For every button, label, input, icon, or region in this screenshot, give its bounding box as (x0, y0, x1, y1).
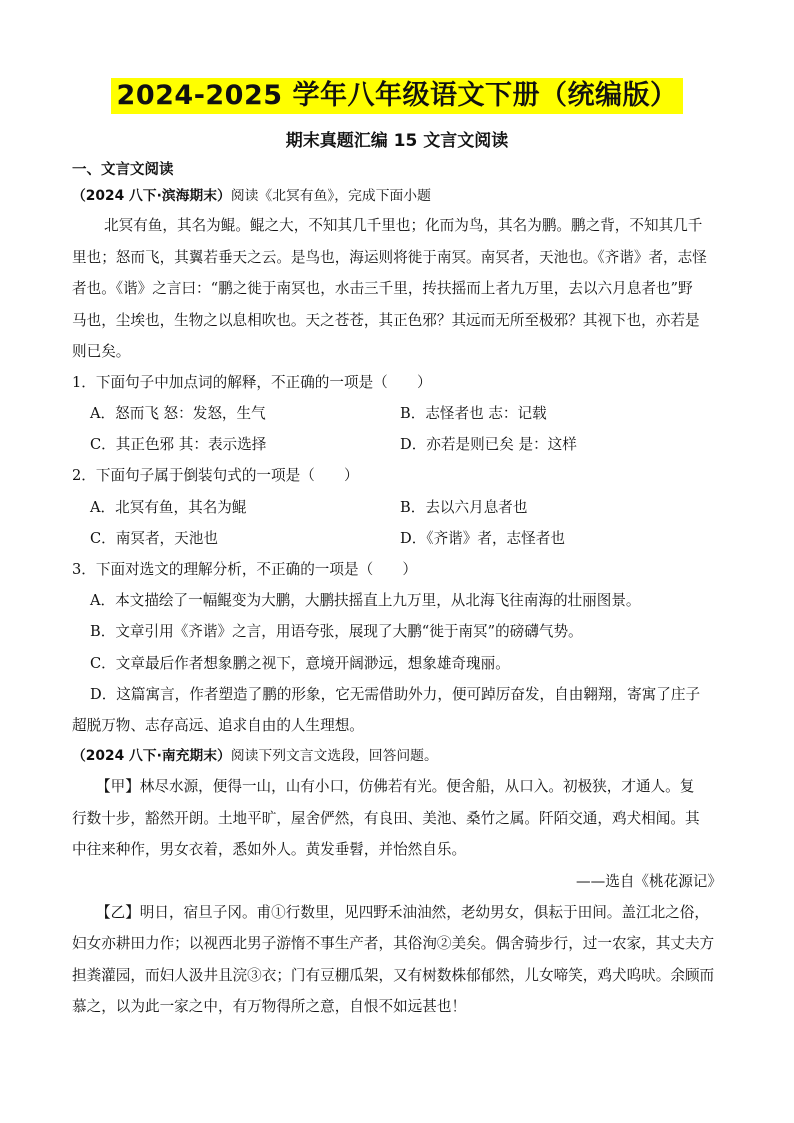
question-3-option-d-continued: 超脱万物、志存高远、追求自由的人生理想。 (72, 717, 364, 734)
passage-jia-line: 中往来种作，男女衣着，悉如外人。黄发垂髫，并怡然自乐。 (72, 841, 467, 858)
passage1-line: 北冥有鱼，其名为鲲。鲲之大，不知其几千里也；化而为鸟，其名为鹏。鹏之背，不知其几千 (104, 217, 703, 234)
passage2-source (72, 746, 728, 766)
question-1-option-b: B．志怪者也 志：记载 (400, 405, 547, 422)
document-subtitle: 期末真题汇编 15 文言文阅读 (285, 131, 509, 151)
passage-yi-line: 慕之，以为此一家之中，有万物得所之意，自恨不如远甚也！ (72, 998, 467, 1015)
passage-yi-line: 担粪灌园，而妇人汲井且浣③衣；门有豆棚瓜架，又有树数株郁郁然，儿女啼笑，鸡犬呜吠。余顾而 (72, 967, 715, 984)
question-1-option-d: D．亦若是则已矣 是：这样 (400, 436, 577, 453)
question-3-option-a: A．本文描绘了一幅鲲变为大鹏，大鹏扶摇直上九万里，从北海飞往南海的壮丽图景。 (90, 592, 641, 609)
question-1-option-a: A．怒而飞 怒：发怒，生气 (90, 405, 266, 422)
question-2-option-b: B．去以六月息者也 (400, 499, 528, 516)
question-3-option-b: B．文章引用《齐谐》之言，用语夸张，展现了大鹏“徙于南冥”的磅礴气势。 (90, 623, 583, 640)
passage1-line: 马也，尘埃也，生物之以息相吹也。天之苍苍，其正色邪？其远而无所至极邪？其视下也，亦若是 (72, 312, 700, 329)
passage1-line: 则已矣。 (72, 343, 131, 360)
passage-jia-line: 【甲】林尽水源，便得一山，山有小口，仿佛若有光。便舍船，从口入。初极狭，才通人。复 (96, 778, 695, 795)
section-heading: 一、文言文阅读 (72, 162, 174, 178)
passage-yi-line: 妇女亦耕田力作；以视西北男子游惰不事生产者，其俗洵②美矣。偶舍骑步行，过一农家，其丈夫方 (72, 935, 715, 952)
question-3-option-d: D．这篇寓言，作者塑造了鹏的形象，它无需借助外力，便可踔厉奋发，自由翱翔，寄寓了庄子 (90, 686, 701, 703)
passage-yi-line: 【乙】明日，宿旦子冈。甫①行数里，见四野禾油油然，老幼男女，俱耘于田间。盖江北之俗， (96, 904, 709, 921)
passage-jia-line: 行数十步，豁然开朗。土地平旷，屋舍俨然，有良田、美池、桑竹之属。阡陌交通，鸡犬相闻。其 (72, 810, 700, 827)
passage1-source (72, 186, 728, 206)
document-title: 2024-2025 学年八年级语文下册（统编版） (111, 78, 684, 114)
question-3-option-c: C．文章最后作者想象鹏之视下，意境开阔渺远，想象雄奇瑰丽。 (90, 655, 510, 672)
question-2-stem: 2．下面句子属于倒装句式的一项是（ ） (72, 467, 359, 484)
title-container (0, 78, 794, 114)
question-1-option-c: C．其正色邪 其：表示选择 (90, 436, 267, 453)
passage-jia-source: ——选自《桃花源记》 (576, 873, 722, 890)
passage1-line: 里也；怒而飞，其翼若垂天之云。是鸟也，海运则将徙于南冥。南冥者，天池也。《齐谐》者，志怪 (72, 249, 707, 266)
passage2-instruction: 阅读下列文言文选段，回答问题。 (230, 748, 438, 764)
question-2-option-d: D．《齐谐》者，志怪者也 (400, 530, 565, 547)
question-2-option-c: C．南冥者，天池也 (90, 530, 218, 547)
question-3-stem: 3．下面对选文的理解分析，不正确的一项是（ ） (72, 561, 417, 578)
question-2-option-a: A．北冥有鱼，其名为鲲 (90, 499, 247, 516)
passage1-source-tag: （2024 八下·滨海期末） (72, 188, 231, 204)
passage2-source-tag: （2024 八下·南充期末） (72, 748, 231, 764)
passage1-instruction: 阅读《北冥有鱼》，完成下面小题 (230, 188, 431, 204)
passage1-line: 者也。《谐》之言曰：“鹏之徙于南冥也，水击三千里，抟扶摇而上者九万里，去以六月息者也”野 (72, 280, 693, 297)
question-1-stem: 1．下面句子中加点词的解释，不正确的一项是（ ） (72, 374, 432, 391)
